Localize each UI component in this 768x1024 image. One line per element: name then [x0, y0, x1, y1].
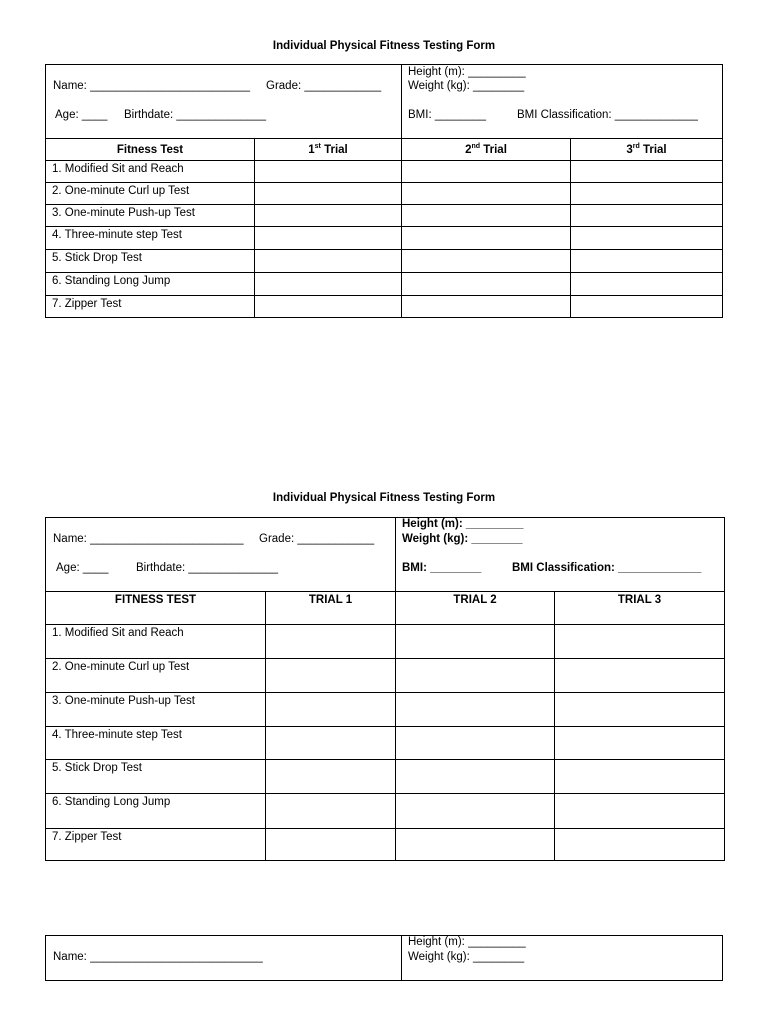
form1-trial3-cell[interactable]: [571, 273, 723, 296]
form2-birthdate-field[interactable]: Birthdate: ______________: [136, 562, 278, 574]
form2-header-trial1: TRIAL 1: [266, 592, 396, 625]
table-row: [46, 161, 723, 183]
form2-name-field[interactable]: Name: ________________________: [53, 533, 244, 545]
form2-trial3-cell[interactable]: [555, 659, 725, 693]
form1-test-label: 7. Zipper Test: [46, 296, 255, 318]
form3-student-info: [46, 936, 402, 981]
table-row: [46, 183, 723, 205]
form2-header-trial2: TRIAL 2: [396, 592, 555, 625]
form3-body-info: [402, 936, 723, 981]
form3-height-field[interactable]: Height (m): _________: [408, 936, 526, 948]
form2-age-field[interactable]: Age: ____: [56, 562, 109, 574]
table-row: [46, 727, 725, 760]
table-row: [46, 273, 723, 296]
form2-bmi-class-field[interactable]: BMI Classification: _____________: [512, 562, 702, 574]
form2-test-label: 1. Modified Sit and Reach: [46, 625, 266, 659]
form1-student-info: [46, 65, 402, 139]
form2-body-info: [396, 518, 725, 592]
form2-test-label: 6. Standing Long Jump: [46, 794, 266, 829]
table-row: [46, 760, 725, 794]
form2-header-test: FITNESS TEST: [46, 592, 266, 625]
form1-test-label: 5. Stick Drop Test: [46, 250, 255, 273]
form1-trial2-cell[interactable]: [402, 227, 571, 250]
form1-test-label: 4. Three-minute step Test: [46, 227, 255, 250]
form2-weight-field[interactable]: Weight (kg): ________: [402, 533, 523, 545]
form2-trial3-cell[interactable]: [555, 727, 725, 760]
form2-test-label: 5. Stick Drop Test: [46, 760, 266, 794]
form2-trial2-cell[interactable]: [396, 693, 555, 727]
table-row: [46, 659, 725, 693]
form1-weight-field[interactable]: Weight (kg): ________: [408, 80, 525, 92]
form2-header-trial3: TRIAL 3: [555, 592, 725, 625]
form1-test-label: 6. Standing Long Jump: [46, 273, 255, 296]
form2-title: Individual Physical Fitness Testing Form: [272, 492, 496, 504]
form2-test-label: 3. One-minute Push-up Test: [46, 693, 266, 727]
form1-trial1-cell[interactable]: [255, 250, 402, 273]
form2-trial1-cell[interactable]: [266, 625, 396, 659]
form1-header-row: [46, 139, 723, 161]
table-row: [46, 625, 725, 659]
form1-trial1-cell[interactable]: [255, 161, 402, 183]
table-row: [46, 296, 723, 318]
table-row: [46, 794, 725, 829]
form1-header-trial1: 1st Trial: [255, 139, 402, 161]
form2-trial3-cell[interactable]: [555, 760, 725, 794]
form1-table: [45, 64, 723, 318]
form2-trial1-cell[interactable]: [266, 659, 396, 693]
form1-test-label: 1. Modified Sit and Reach: [46, 161, 255, 183]
form1-grade-field[interactable]: Grade: ____________: [266, 80, 382, 92]
form2-trial2-cell[interactable]: [396, 829, 555, 861]
table-row: [46, 227, 723, 250]
form1-test-label: 3. One-minute Push-up Test: [46, 205, 255, 227]
form1-header-test: Fitness Test: [46, 139, 255, 161]
form1-trial1-cell[interactable]: [255, 205, 402, 227]
form1-birthdate-field[interactable]: Birthdate: ______________: [124, 109, 266, 121]
table-row: [46, 829, 725, 861]
form2-height-field[interactable]: Height (m): _________: [402, 518, 524, 530]
form1-trial2-cell[interactable]: [402, 161, 571, 183]
form1-trial1-cell[interactable]: [255, 273, 402, 296]
form2-trial2-cell[interactable]: [396, 727, 555, 760]
form1-trial3-cell[interactable]: [571, 250, 723, 273]
form2-trial3-cell[interactable]: [555, 829, 725, 861]
form1-trial2-cell[interactable]: [402, 250, 571, 273]
form1-trial2-cell[interactable]: [402, 296, 571, 318]
form1-name-field[interactable]: Name: _________________________: [53, 80, 250, 92]
form2-trial3-cell[interactable]: [555, 794, 725, 829]
form2-trial2-cell[interactable]: [396, 760, 555, 794]
form3-table: [45, 935, 723, 981]
form2-trial1-cell[interactable]: [266, 693, 396, 727]
form3-name-field[interactable]: Name: ___________________________: [53, 951, 263, 963]
form1-body-info: [402, 65, 723, 139]
form2-trial2-cell[interactable]: [396, 794, 555, 829]
form2-trial3-cell[interactable]: [555, 625, 725, 659]
form2-trial1-cell[interactable]: [266, 794, 396, 829]
form2-table: [45, 517, 725, 861]
form2-trial2-cell[interactable]: [396, 625, 555, 659]
form1-height-field[interactable]: Height (m): _________: [408, 66, 526, 78]
form1-bmi-field[interactable]: BMI: ________: [408, 109, 487, 121]
form2-test-label: 4. Three-minute step Test: [46, 727, 266, 760]
form1-trial2-cell[interactable]: [402, 205, 571, 227]
form1-trial1-cell[interactable]: [255, 296, 402, 318]
form2-trial1-cell[interactable]: [266, 727, 396, 760]
form2-trial1-cell[interactable]: [266, 760, 396, 794]
form2-bmi-field[interactable]: BMI: ________: [402, 562, 482, 574]
form2-student-info: [46, 518, 396, 592]
form1-header-trial2: 2nd Trial: [402, 139, 571, 161]
form1-trial2-cell[interactable]: [402, 183, 571, 205]
table-row: [46, 693, 725, 727]
form2-trial2-cell[interactable]: [396, 659, 555, 693]
form1-test-label: 2. One-minute Curl up Test: [46, 183, 255, 205]
form1-trial2-cell[interactable]: [402, 273, 571, 296]
form1-title: Individual Physical Fitness Testing Form: [272, 40, 496, 52]
form1-trial3-cell[interactable]: [571, 205, 723, 227]
form1-age-field[interactable]: Age: ____: [55, 109, 108, 121]
form2-header-row: [46, 592, 725, 625]
form1-trial1-cell[interactable]: [255, 227, 402, 250]
form2-trial1-cell[interactable]: [266, 829, 396, 861]
form1-header-trial3: 3rd Trial: [571, 139, 723, 161]
form2-test-label: 7. Zipper Test: [46, 829, 266, 861]
form3-weight-field[interactable]: Weight (kg): ________: [408, 951, 525, 963]
form1-trial3-cell[interactable]: [571, 183, 723, 205]
form2-grade-field[interactable]: Grade: ____________: [259, 533, 375, 545]
form1-trial3-cell[interactable]: [571, 161, 723, 183]
form2-test-label: 2. One-minute Curl up Test: [46, 659, 266, 693]
table-row: [46, 250, 723, 273]
form1-trial1-cell[interactable]: [255, 183, 402, 205]
form1-bmi-class-field[interactable]: BMI Classification: _____________: [517, 109, 698, 121]
table-row: [46, 205, 723, 227]
form1-trial3-cell[interactable]: [571, 296, 723, 318]
form1-trial3-cell[interactable]: [571, 227, 723, 250]
form2-trial3-cell[interactable]: [555, 693, 725, 727]
